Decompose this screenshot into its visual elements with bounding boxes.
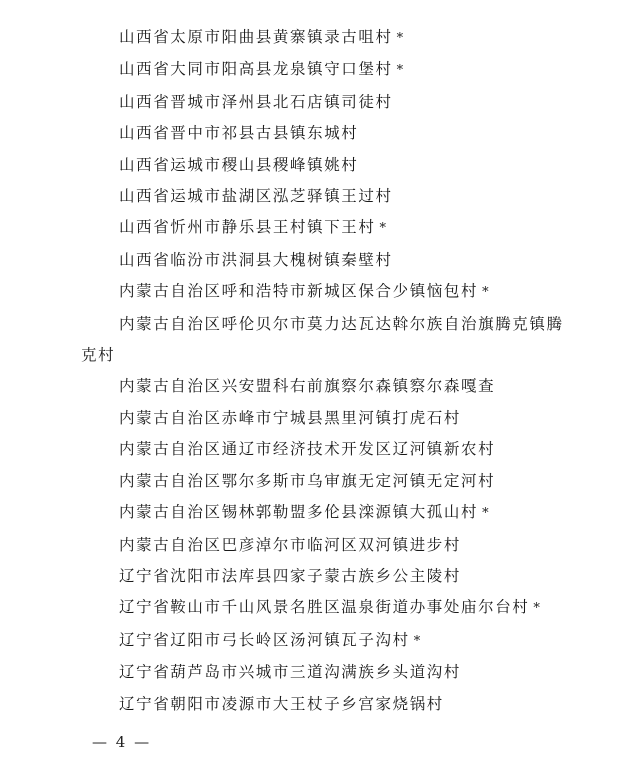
- entry-text: 山西省运城市稷山县稷峰镇姚村: [119, 155, 359, 174]
- list-item: [0, 592, 640, 624]
- entry-text: 山西省太原市阳曲县黄寨镇录古咀村: [119, 28, 393, 46]
- entry-text: 内蒙古自治区兴安盟科右前旗察尔森镇察尔森嘎查: [119, 377, 496, 396]
- star-mark: *: [396, 63, 405, 79]
- star-mark: *: [413, 633, 422, 649]
- entry-text: 辽宁省辽阳市弓长岭区汤河镇瓦子沟村: [119, 630, 410, 649]
- entry-text: 山西省临汾市洪洞县大槐树镇秦壁村: [119, 250, 393, 269]
- entry-text: 山西省大同市阳高县龙泉镇守口堡村: [119, 60, 393, 79]
- entry-text: 内蒙古自治区呼和浩特市新城区保合少镇恼包村: [119, 282, 479, 301]
- entry-text: 山西省晋中市祁县古县镇东城村: [119, 124, 359, 143]
- entry-text: 内蒙古自治区鄂尔多斯市乌审旗无定河镇无定河村: [119, 471, 496, 490]
- entry-text: 内蒙古自治区赤峰市宁城县黑里河镇打虎石村: [119, 408, 462, 427]
- entry-text-continued: 克村: [81, 346, 116, 365]
- entry-text: 山西省忻州市静乐县王村镇下王村: [119, 218, 376, 237]
- entry-text: 内蒙古自治区呼伦贝尔市莫力达瓦达斡尔族自治旗腾克镇腾: [119, 314, 564, 333]
- list-item: [0, 403, 640, 434]
- page-number: — 4 —: [92, 733, 152, 751]
- list-item: [0, 181, 640, 212]
- list-item: [0, 561, 640, 592]
- entry-text: 山西省运城市盐湖区泓芝驿镇王过村: [119, 187, 393, 206]
- star-mark: *: [482, 285, 491, 301]
- list-item: [0, 54, 640, 86]
- list-item: [0, 118, 640, 149]
- entry-text: 内蒙古自治区锡林郭勒盟多伦县滦源镇大孤山村: [119, 503, 479, 522]
- list-item: [0, 276, 640, 308]
- star-mark: *: [379, 221, 388, 237]
- list-item: [0, 22, 640, 54]
- village-list: [0, 22, 640, 720]
- list-item: [0, 212, 640, 244]
- list-item: [0, 530, 640, 561]
- list-item: [0, 245, 640, 276]
- list-item: [0, 689, 640, 720]
- list-item: [0, 87, 640, 118]
- entry-text: 内蒙古自治区通辽市经济技术开发区辽河镇新农村: [119, 440, 496, 459]
- entry-text: 内蒙古自治区巴彦淖尔市临河区双河镇进步村: [119, 535, 462, 554]
- list-item: [0, 309, 604, 372]
- list-item: [0, 371, 640, 402]
- star-mark: *: [396, 31, 405, 46]
- entry-text: 辽宁省沈阳市法库县四家子蒙古族乡公主陵村: [119, 566, 462, 585]
- entry-text: 辽宁省鞍山市千山风景名胜区温泉街道办事处庙尔台村: [119, 598, 530, 617]
- list-item: [0, 150, 640, 181]
- entry-text: 辽宁省朝阳市凌源市大王杖子乡宫家烧锅村: [119, 694, 444, 713]
- list-item: [0, 657, 640, 688]
- list-item: [0, 625, 640, 657]
- entry-text: 山西省晋城市泽州县北石店镇司徒村: [119, 92, 393, 111]
- list-item: [0, 466, 640, 497]
- star-mark: *: [533, 601, 542, 617]
- list-item: [0, 434, 640, 465]
- entry-text: 辽宁省葫芦岛市兴城市三道沟满族乡头道沟村: [119, 663, 462, 682]
- star-mark: *: [482, 506, 491, 522]
- list-item: [0, 497, 640, 529]
